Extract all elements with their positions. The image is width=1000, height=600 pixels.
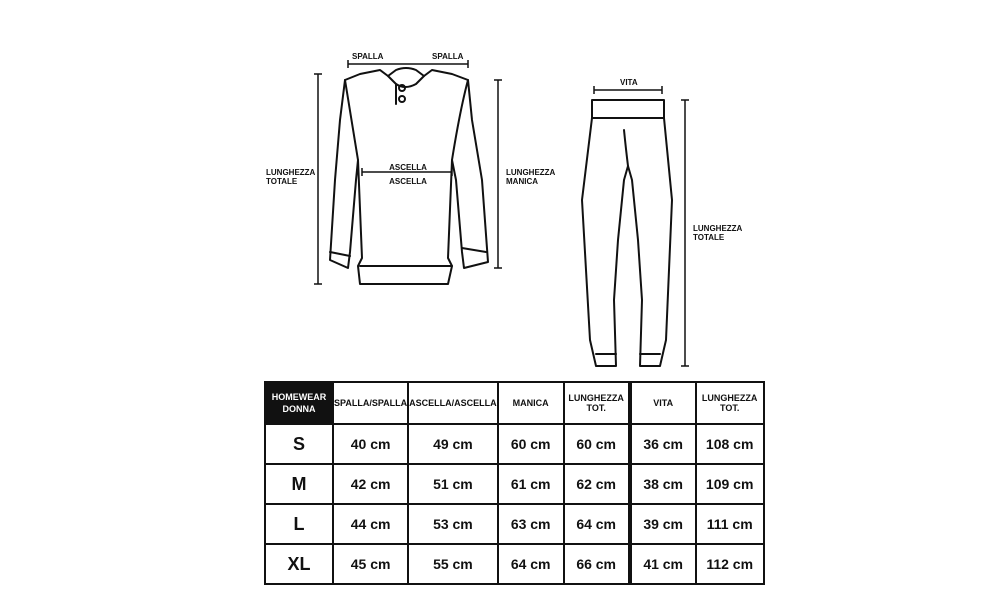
table-cell: 41 cm bbox=[630, 544, 696, 584]
table-row bbox=[265, 544, 764, 584]
table-header-cell: MANICA bbox=[498, 382, 564, 424]
ascella-bottom-label: ASCELLA bbox=[389, 177, 427, 186]
table-row bbox=[265, 504, 764, 544]
table-header-row bbox=[265, 382, 764, 424]
table-cell: 109 cm bbox=[696, 464, 764, 504]
table-header-cell: SPALLA/SPALLA bbox=[333, 382, 408, 424]
shirt-drawing bbox=[330, 68, 488, 284]
table-cell: 60 cm bbox=[564, 424, 630, 464]
table-cell: 60 cm bbox=[498, 424, 564, 464]
table-header-cell: ASCELLA/ASCELLA bbox=[408, 382, 498, 424]
table-cell: 38 cm bbox=[630, 464, 696, 504]
table-cell: 51 cm bbox=[408, 464, 498, 504]
table-cell: 64 cm bbox=[498, 544, 564, 584]
table-cell: 62 cm bbox=[564, 464, 630, 504]
table-cell: 55 cm bbox=[408, 544, 498, 584]
measurement-lines bbox=[314, 60, 689, 366]
table-cell: 112 cm bbox=[696, 544, 764, 584]
table-header-cell: LUNGHEZZA TOT. bbox=[696, 382, 764, 424]
spalla-right-label: SPALLA bbox=[432, 52, 464, 61]
table-row bbox=[265, 424, 764, 464]
table-cell: 108 cm bbox=[696, 424, 764, 464]
table-cell: 44 cm bbox=[333, 504, 408, 544]
lunghezza-totale-top-label: LUNGHEZZA TOTALE bbox=[266, 168, 316, 186]
lunghezza-manica-label: LUNGHEZZA MANICA bbox=[506, 168, 556, 186]
ascella-top-label: ASCELLA bbox=[389, 163, 427, 172]
table-header-cell: LUNGHEZZA TOT. bbox=[564, 382, 630, 424]
size-label: XL bbox=[265, 544, 333, 584]
table-cell: 64 cm bbox=[564, 504, 630, 544]
table-cell: 49 cm bbox=[408, 424, 498, 464]
size-table bbox=[264, 381, 765, 585]
size-label: M bbox=[265, 464, 333, 504]
lunghezza-totale-pants-label: LUNGHEZZA TOTALE bbox=[693, 224, 743, 242]
table-cell: 53 cm bbox=[408, 504, 498, 544]
spalla-left-label: SPALLA bbox=[352, 52, 384, 61]
table-header-cell: HOMEWEAR DONNA bbox=[265, 382, 333, 424]
table-row bbox=[265, 464, 764, 504]
table-cell: 36 cm bbox=[630, 424, 696, 464]
table-cell: 61 cm bbox=[498, 464, 564, 504]
table-cell: 42 cm bbox=[333, 464, 408, 504]
size-label: S bbox=[265, 424, 333, 464]
table-cell: 39 cm bbox=[630, 504, 696, 544]
table-cell: 63 cm bbox=[498, 504, 564, 544]
vita-label: VITA bbox=[620, 78, 638, 87]
table-cell: 45 cm bbox=[333, 544, 408, 584]
pants-drawing bbox=[582, 100, 672, 366]
table-cell: 111 cm bbox=[696, 504, 764, 544]
table-cell: 40 cm bbox=[333, 424, 408, 464]
table-cell: 66 cm bbox=[564, 544, 630, 584]
table-header-cell: VITA bbox=[630, 382, 696, 424]
size-label: L bbox=[265, 504, 333, 544]
